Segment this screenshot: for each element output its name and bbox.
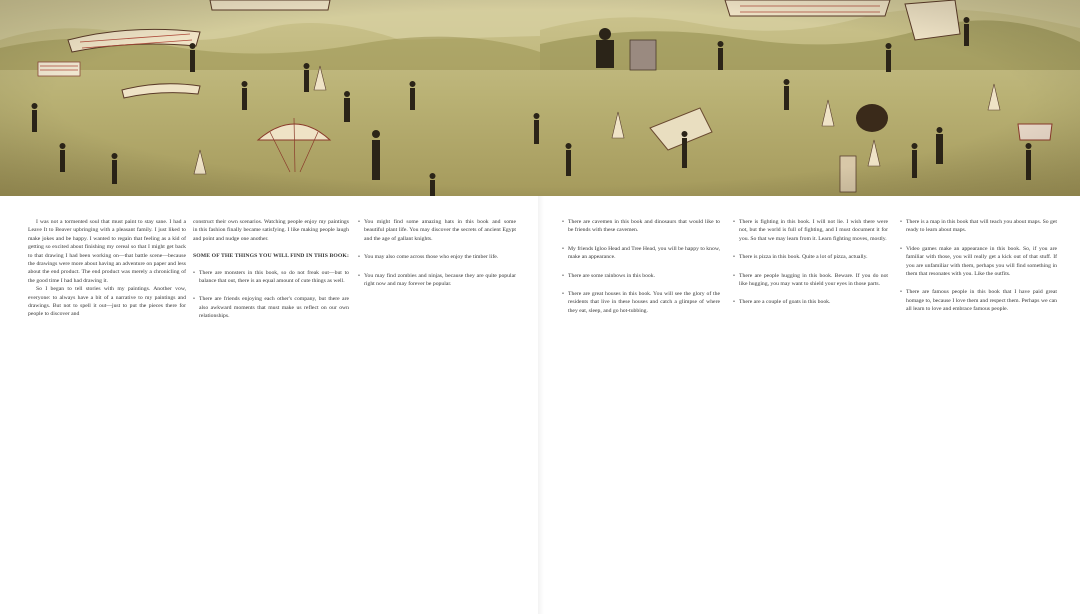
book-gutter bbox=[538, 196, 544, 614]
section-heading: SOME OF THE THINGS YOU WILL FIND IN THIS BOOK: bbox=[193, 253, 349, 260]
paragraph: construct their own scenarios. Watching people enjoy my paintings in this fashion finally became satisfying. I like making people laugh and point and nudge one another. bbox=[193, 219, 349, 242]
column-4 bbox=[562, 218, 720, 325]
list-item: • You might find some amazing hats in this book and some beautiful plant life. You may discover the secrets of ancient Egypt and the age of gallant knights. bbox=[358, 218, 516, 243]
list-item: • There is pizza in this book. Quite a lot of pizza, actually. bbox=[733, 253, 888, 261]
bullet-list bbox=[358, 218, 516, 288]
list-item: • There are friends enjoying each other's company, but there are also awkward moments that must make us reflect on our own relationships. bbox=[193, 295, 349, 320]
list-item: • There are people hugging in this book. Beware. If you do not like hugging, you may want to shield your eyes in those parts. bbox=[733, 272, 888, 289]
paragraph: I was not a tormented soul that must paint to stay sane. I had a Leave It to Beaver upbringing with a pleasant family. I just liked to make jokes and be happy. I wanted to regain that feeling as a kid of getting so excited about finishing my cereal so that I might get back to that drawing I had been working on—that battle scene—because the drawings were more about having an adventure on paper and less about the end product. The end product was merely a chronicling of the good time I had had drawing it. bbox=[28, 219, 186, 284]
column-3 bbox=[358, 218, 516, 298]
list-item: • You may find zombies and ninjas, because they are quite popular right now and may forever be popular. bbox=[358, 272, 516, 289]
column-1 bbox=[28, 218, 186, 319]
column-6 bbox=[900, 218, 1057, 324]
list-item: • There are great houses in this book. You will see the glory of the residents that live in these houses and catch a glimpse of where they eat, sleep, and go hot-tubbing. bbox=[562, 290, 720, 315]
list-item: • You may also come across those who enjoy the timber life. bbox=[358, 253, 516, 261]
list-item: • There is fighting in this book. I will not lie. I wish there were not, but the world is full of fighting, and I must document it for you. So that we may learn from it. Learn fighting moves, mostly. bbox=[733, 218, 888, 243]
list-item: • My friends Igloo Head and Tree Head, you will be happy to know, make an appearance. bbox=[562, 245, 720, 262]
paragraph: So I began to tell stories with my paintings. Another vow, everyone: to always have a bit of a narrative to my paintings and drawings. But not to spell it out—just to put the pieces there for people to discover and bbox=[28, 286, 186, 318]
list-item: • There is a map in this book that will teach you about maps. So get ready to learn about maps. bbox=[900, 218, 1057, 235]
illustration-banner bbox=[0, 0, 1080, 196]
column-5 bbox=[733, 218, 888, 317]
list-item: • There are monsters in this book, so do not freak out—but to balance that out, there is an equal amount of cute things as well. bbox=[193, 269, 349, 286]
bullet-list bbox=[562, 218, 720, 315]
list-item: • Video games make an appearance in this book. So, if you are familiar with those, you will really get a kick out of that stuff. If you are unfamiliar with them, perhaps you will find something in them that resonates with you. Like the outfits. bbox=[900, 245, 1057, 279]
list-item: • There are some rainbows in this book. bbox=[562, 272, 720, 280]
text-area bbox=[0, 196, 1080, 418]
fairground-illustration bbox=[0, 0, 1080, 196]
list-item: • There are famous people in this book that I have paid great homage to, because I love them and respect them. Perhaps we can all learn to love and embrace famous people. bbox=[900, 288, 1057, 313]
list-item: • There are cavemen in this book and dinosaurs that would like to be friends with these cavemen. bbox=[562, 218, 720, 235]
column-2 bbox=[193, 218, 349, 331]
bullet-list bbox=[733, 218, 888, 307]
bullet-list bbox=[900, 218, 1057, 314]
list-item: • There are a couple of goats in this book. bbox=[733, 298, 888, 306]
bullet-list bbox=[193, 269, 349, 321]
